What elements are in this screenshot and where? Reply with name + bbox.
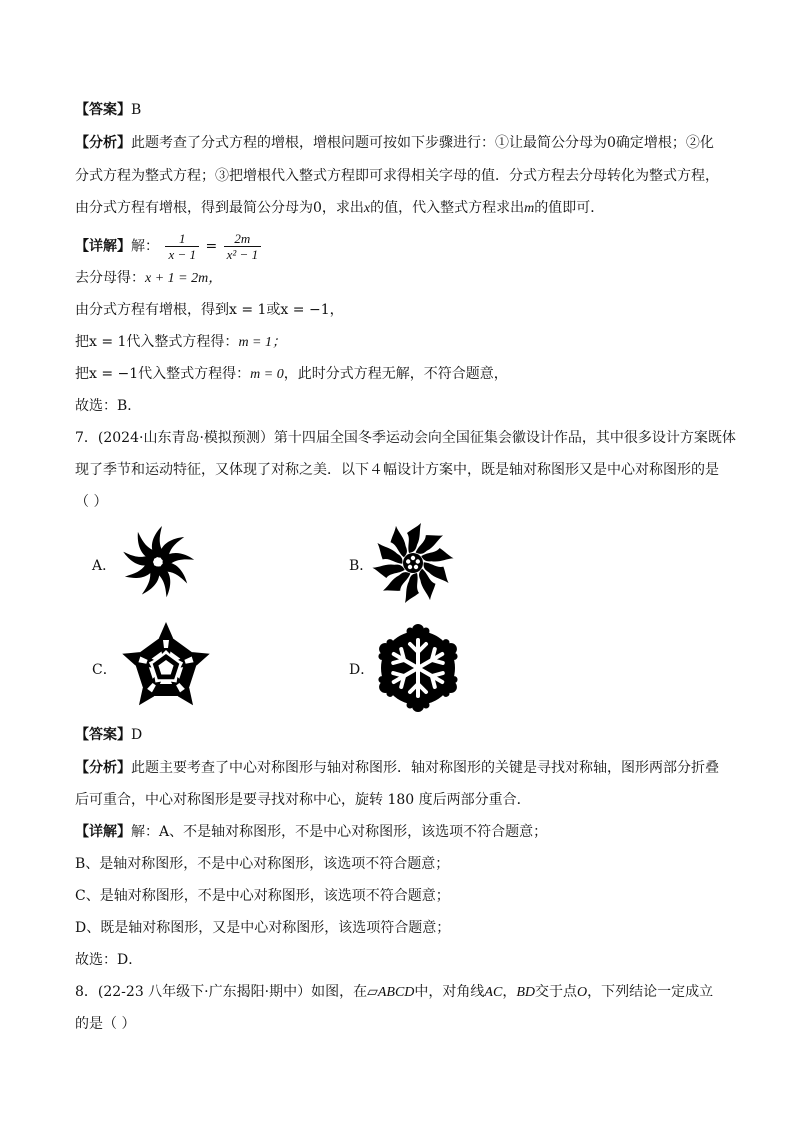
q7-analysis-line-1 [75, 758, 719, 778]
q7-detail-line-c: C、是轴对称图形，不是中心对称图形，该选项不符合题意； [75, 888, 450, 904]
q8-stem-line-1 [75, 982, 713, 1003]
q6-frac-left-num: 1 [165, 231, 199, 247]
q6-detail-intro: 解： [131, 238, 159, 255]
q6-step3-eq: m = 1； [238, 335, 286, 350]
q6-step-1 [75, 268, 222, 289]
q6-analysis-text-3c: 的值即可． [534, 200, 605, 216]
q6-var-m: m [524, 201, 535, 216]
q7-stem-line-2: 现了季节和运动特征，又体现了对称之美．以下４幅设计方案中，既是轴对称图形又是中心对称图形的是 [75, 462, 719, 478]
q7-conclusion: 故选：D． [75, 952, 143, 968]
q7-analysis-line-2: 后可重合，中心对称图形是要寻找对称中心，旋转 180 度后两部分重合． [75, 792, 531, 808]
q6-fraction-right [224, 231, 261, 262]
q7-detail-tag: 【详解】 [75, 824, 131, 840]
q6-analysis-text-3b: 的值，代入整式方程求出 [370, 200, 525, 216]
q6-step3-label: 把x = 1代入整式方程得： [75, 334, 239, 350]
q7-option-d-label: D． [349, 662, 375, 678]
q6-answer-line [75, 100, 141, 120]
q7-detail-line-d: D、既是轴对称图形，又是中心对称图形，该选项符合题意； [75, 920, 451, 936]
q7-stem-line-3: （ ） [75, 494, 108, 510]
q6-analysis-tag: 【分析】 [75, 135, 131, 151]
q8-diagonal-bd: BD [516, 985, 535, 1000]
q7-answer-tag: 【答案】 [75, 727, 131, 743]
q6-step-2: 由分式方程有增根，得到x = 1或x = −1， [75, 302, 344, 318]
q8-shape-name: ABCD [377, 985, 415, 1000]
snowflake-emblem-icon [372, 622, 464, 714]
q6-analysis-line-1 [75, 133, 714, 153]
q6-frac-right-num: 2m [224, 231, 261, 247]
q7-option-b-label: B． [349, 558, 374, 574]
q7-option-a-label: A． [92, 558, 117, 574]
q6-answer: B [131, 102, 142, 118]
q6-analysis-line-3 [75, 198, 604, 219]
q6-analysis-text-1: 此题考查了分式方程的增根，增根问题可按如下步骤进行：①让最简公分母为0确定增根；②化 [131, 135, 714, 151]
q7-analysis-text-1: 此题主要考查了中心对称图形与轴对称图形．轴对称图形的关键是寻找对称轴，图形两部分折叠 [131, 760, 719, 776]
q8-stem-line-2: 的是（ ） [75, 1016, 136, 1032]
q6-detail-tag: 【详解】 [75, 238, 131, 255]
q6-step-3 [75, 332, 286, 353]
q6-eq-equals: = [205, 238, 218, 255]
q8-stem-text-1b: 中，对角线 [414, 984, 485, 1000]
q8-separator: ， [502, 984, 517, 1000]
q6-analysis-text-3a: 由分式方程有增根，得到最简公分母为0，求出 [75, 200, 364, 216]
q7-stem-line-1: 7．(2024·山东青岛·模拟预测）第十四届全国冬季运动会向全国征集会徽设计作品，其中很多设计方案既体 [75, 430, 736, 446]
q6-answer-tag: 【答案】 [75, 102, 131, 118]
parallelogram-symbol: ▱ [367, 984, 378, 1000]
q6-step1-label: 去分母得： [75, 270, 145, 286]
q8-stem-text-1c: 交于点 [534, 984, 577, 1000]
q7-detail-line-b: B、是轴对称图形，不是中心对称图形，该选项不符合题意； [75, 856, 450, 872]
flame-flower-emblem-icon [372, 522, 454, 604]
q6-step1-eq: x + 1 = 2m， [145, 271, 223, 286]
q6-fraction-left [165, 231, 199, 262]
q6-step-4 [75, 364, 508, 385]
q6-analysis-line-2: 分式方程为整式方程；③把增根代入整式方程即可求得相关字母的值．分式方程去分母转化为整式方程， [75, 168, 719, 184]
q7-detail-a: 解：A、不是轴对称图形，不是中心对称图形，该选项不符合题意； [131, 824, 548, 840]
q7-analysis-tag: 【分析】 [75, 760, 131, 776]
q6-step4-label: 把x = −1代入整式方程得： [75, 366, 251, 382]
q7-option-c-label: C． [92, 662, 117, 678]
q8-stem-text-1d: ，下列结论一定成立 [587, 984, 714, 1000]
q8-point-o: O [576, 985, 588, 1000]
q6-conclusion: 故选：B． [75, 398, 142, 414]
q6-detail-line [75, 231, 263, 262]
q6-step4-eq: m = 0 [250, 367, 284, 382]
q8-stem-text-1a: 8．(22-23 八年级下·广东揭阳·期中）如图，在 [75, 984, 368, 1000]
q7-answer-line [75, 725, 142, 745]
q6-frac-right-den: x² − 1 [226, 247, 259, 262]
swirl-emblem-icon [118, 522, 198, 602]
q7-answer: D [131, 727, 143, 743]
q6-step4-rest: ，此时分式方程无解，不符合题意， [283, 366, 508, 382]
q7-detail-line-a [75, 822, 547, 842]
pentagonal-star-emblem-icon [118, 620, 214, 716]
q6-var-x: x [363, 201, 371, 216]
q8-diagonal-ac: AC [484, 985, 503, 1000]
q6-frac-left-den: x − 1 [168, 247, 196, 262]
